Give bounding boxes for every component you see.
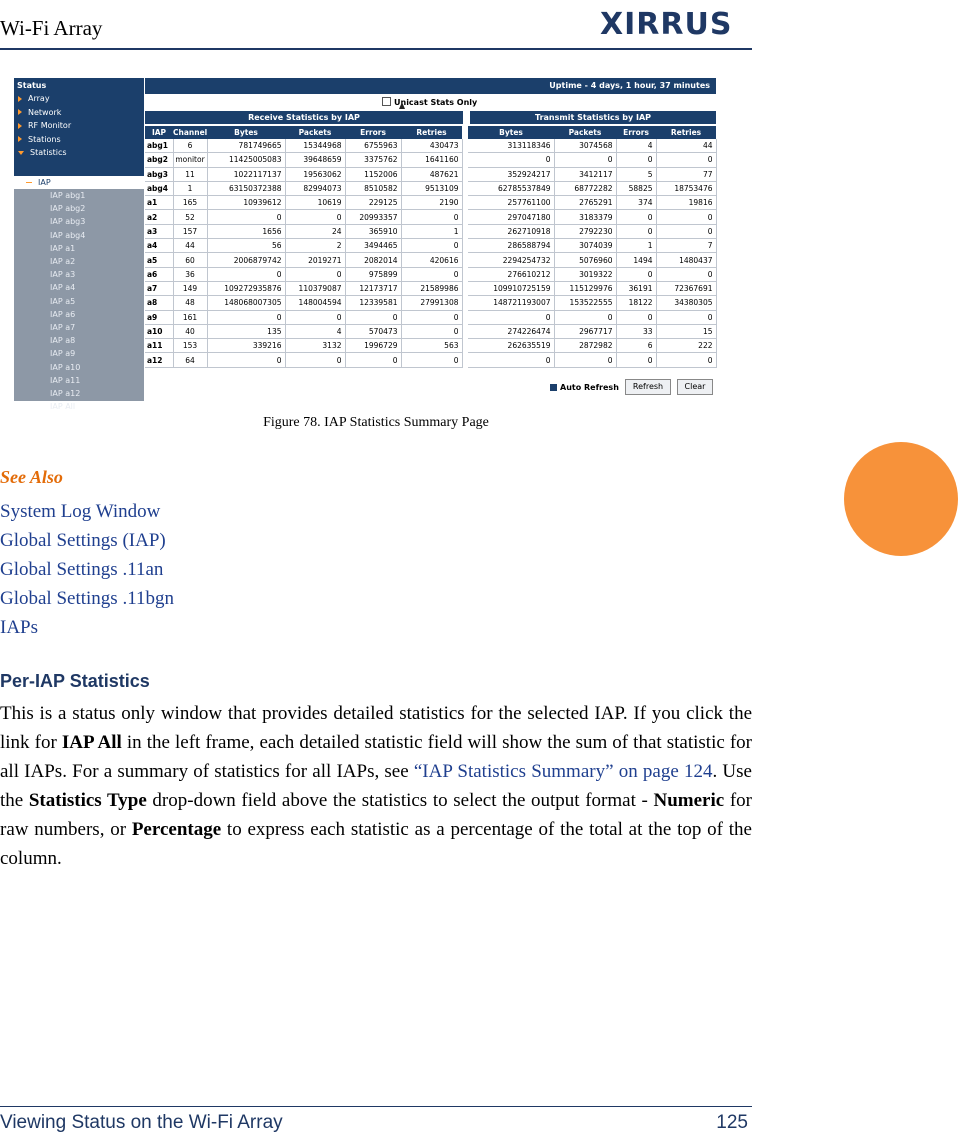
table-cell: 487621	[401, 167, 462, 181]
table-cell: 21589986	[401, 281, 462, 295]
see-also-link[interactable]: Global Settings (IAP)	[0, 530, 166, 551]
iap-link-cell[interactable]: a10	[145, 324, 173, 338]
mouse-cursor-icon	[399, 102, 405, 109]
table-cell: 1494	[616, 253, 656, 267]
table-cell: 11425005083	[207, 153, 285, 167]
table-cell: 1	[173, 181, 207, 195]
checkbox-icon	[382, 97, 391, 106]
xirrus-logo	[598, 4, 748, 40]
table-cell: 0	[468, 310, 554, 324]
nav-item-array[interactable]: Array	[14, 94, 50, 107]
table-row	[145, 339, 716, 353]
nav-sub-item[interactable]: IAP abg1	[50, 191, 86, 200]
auto-refresh-checkbox[interactable]: Auto Refresh	[550, 383, 619, 392]
footer-section-title: Viewing Status on the Wi-Fi Array	[0, 1112, 283, 1133]
table-cell: 365910	[345, 224, 401, 238]
transmit-stats-header: Transmit Statistics by IAP	[470, 111, 716, 124]
table-cell: 27991308	[401, 296, 462, 310]
table-cell: 0	[656, 224, 716, 238]
table-cell: 1996729	[345, 339, 401, 353]
table-row	[145, 153, 716, 167]
table-cell: 135	[207, 324, 285, 338]
table-cell: 44	[656, 139, 716, 153]
table-cell: 0	[554, 153, 616, 167]
table-cell: 274226474	[468, 324, 554, 338]
table-cell: 0	[207, 210, 285, 224]
iap-statistics-screenshot	[14, 78, 716, 412]
table-cell: 0	[656, 310, 716, 324]
table-cell: 313118346	[468, 139, 554, 153]
iap-link-cell[interactable]: a11	[145, 339, 173, 353]
table-cell: 0	[616, 310, 656, 324]
running-header-title: Wi-Fi Array	[0, 16, 103, 40]
table-cell: 52	[173, 210, 207, 224]
nav-sub-item[interactable]: IAP a8	[50, 336, 76, 346]
nav-sub-item[interactable]: IAP a4	[50, 283, 76, 293]
table-cell: 148004594	[285, 296, 345, 310]
table-row	[145, 224, 716, 238]
table-cell: 3494465	[345, 239, 401, 253]
table-cell: 781749665	[207, 139, 285, 153]
nav-sub-item[interactable]: IAP abg2	[50, 204, 86, 214]
table-cell: 2019271	[285, 253, 345, 267]
column-header: Channel	[173, 128, 208, 137]
table-cell: 48	[173, 296, 207, 310]
nav-sub-item[interactable]: IAP a5	[50, 296, 76, 306]
header-rule	[0, 48, 752, 50]
table-cell: 0	[285, 267, 345, 281]
table-cell: 2	[285, 239, 345, 253]
table-cell: 60	[173, 253, 207, 267]
nav-sub-item[interactable]: IAP a11	[50, 375, 81, 385]
table-cell: 34380305	[656, 296, 716, 310]
iap-link-cell[interactable]: a6	[145, 267, 173, 281]
table-row	[145, 310, 716, 324]
column-header: Packets	[554, 126, 616, 139]
column-header: Bytes	[207, 126, 285, 139]
clear-button[interactable]: Clear	[677, 379, 713, 395]
table-cell: 161	[173, 310, 207, 324]
table-cell: 12173717	[345, 281, 401, 295]
screenshot-footer	[145, 375, 716, 401]
table-cell: 1152006	[345, 167, 401, 181]
table-cell: 3412117	[554, 167, 616, 181]
see-also-heading: See Also	[0, 467, 63, 487]
table-cell: 0	[656, 210, 716, 224]
table-cell: 19816	[656, 196, 716, 210]
table-cell: 10619	[285, 196, 345, 210]
table-cell: 149	[173, 281, 207, 295]
nav-status-heading: Status	[17, 81, 47, 90]
table-cell: 56	[207, 239, 285, 253]
table-cell: 2294254732	[468, 253, 554, 267]
nav-sub-item[interactable]: IAP a9	[50, 349, 76, 359]
nav-sub-item[interactable]: IAP a1	[50, 243, 76, 253]
refresh-button[interactable]: Refresh	[625, 379, 671, 395]
table-cell: 3132	[285, 339, 345, 353]
table-cell: 1656	[207, 224, 285, 238]
see-also-link[interactable]: System Log Window	[0, 501, 161, 522]
table-cell: 64	[173, 353, 207, 367]
table-cell: 276610212	[468, 267, 554, 281]
table-cell: 72367691	[656, 281, 716, 295]
see-also-link[interactable]: Global Settings .11an	[0, 559, 164, 580]
iap-link-cell[interactable]: a8	[145, 296, 173, 310]
table-cell: 6	[173, 139, 207, 153]
nav-item-iap-selected[interactable]: IAP	[14, 176, 144, 189]
table-cell: 10939612	[207, 196, 285, 210]
table-cell: 229125	[345, 196, 401, 210]
table-cell: 0	[401, 239, 462, 253]
see-also-links	[0, 497, 174, 642]
unicast-stats-checkbox[interactable]: Unicast Stats Only	[382, 97, 477, 107]
table-cell: 0	[554, 353, 616, 367]
triangle-icon	[18, 109, 22, 115]
section-heading: Per-IAP Statistics	[0, 671, 150, 691]
table-cell: 62785537849	[468, 181, 554, 195]
table-cell: 257761100	[468, 196, 554, 210]
table-cell: 5	[616, 167, 656, 181]
table-cell: 0	[401, 310, 462, 324]
table-cell: 2190	[401, 196, 462, 210]
table-row	[145, 281, 716, 295]
column-header: Retries	[656, 126, 716, 139]
iap-link-cell[interactable]: abg3	[145, 167, 173, 181]
table-cell: 570473	[345, 324, 401, 338]
table-cell: 11	[173, 167, 207, 181]
table-cell: 15	[656, 324, 716, 338]
table-cell: 18753476	[656, 181, 716, 195]
table-row	[145, 181, 716, 195]
nav-sub-item[interactable]: IAP abg3	[50, 217, 86, 227]
iap-link-cell[interactable]: a9	[145, 310, 173, 324]
table-cell: 1641160	[401, 153, 462, 167]
table-row	[145, 196, 716, 210]
table-cell: 5076960	[554, 253, 616, 267]
table-cell: 297047180	[468, 210, 554, 224]
nav-sub-item[interactable]: IAP a12	[50, 389, 81, 398]
table-cell: 9513109	[401, 181, 462, 195]
see-also-link[interactable]: IAPs	[0, 617, 39, 638]
table-cell: 0	[468, 153, 554, 167]
table-row	[145, 353, 716, 367]
iap-link-cell[interactable]: a3	[145, 224, 173, 238]
table-row	[145, 324, 716, 338]
iap-stats-table	[145, 126, 717, 368]
table-cell: 0	[401, 210, 462, 224]
triangle-icon	[18, 96, 22, 102]
table-cell: 374	[616, 196, 656, 210]
body-paragraph: This is a status only window that provides detailed statistics for the selected IAP. If you click the link for IAP All in the left frame, each detailed statistic field will show the sum of that statistic for all IAPs. For a summary of statistics for all IAPs, see “IAP Statistics Summary” on page 124. Use the Statistics Type drop-down field above the statistics to select the output format - Numeric for raw numbers, or Percentage to express each statistic as a percentage of the total at the top of the column.	[0, 703, 753, 869]
iap-link-cell[interactable]: a1	[145, 196, 173, 210]
table-cell: 4	[285, 324, 345, 338]
table-cell: 15344968	[285, 139, 345, 153]
table-cell: 2792230	[554, 224, 616, 238]
table-cell: 2967717	[554, 324, 616, 338]
nav-sub-item[interactable]: IAP All	[50, 402, 76, 412]
table-cell: 3074568	[554, 139, 616, 153]
table-cell: 0	[616, 153, 656, 167]
table-cell: 82994073	[285, 181, 345, 195]
nav-sub-item[interactable]: IAP a10	[50, 362, 81, 372]
table-cell: 58825	[616, 181, 656, 195]
table-cell: monitor	[173, 153, 207, 167]
see-also-link[interactable]: Global Settings .11bgn	[0, 588, 174, 609]
column-header: Errors	[345, 126, 401, 139]
page-number: 125	[716, 1112, 748, 1133]
table-cell: 153	[173, 339, 207, 353]
table-cell: 77	[656, 167, 716, 181]
column-header: Retries	[401, 126, 462, 139]
nav-sub-item[interactable]: IAP a3	[50, 270, 76, 280]
table-cell: 0	[616, 224, 656, 238]
table-cell: 40	[173, 324, 207, 338]
iap-stats-summary-link[interactable]: “IAP Statistics Summary” on page 124	[413, 761, 713, 782]
table-cell: 563	[401, 339, 462, 353]
iap-link-cell[interactable]: abg2	[145, 153, 173, 167]
table-cell: 19563062	[285, 167, 345, 181]
table-cell: 109272935876	[207, 281, 285, 295]
table-cell: 0	[656, 267, 716, 281]
table-row	[145, 210, 716, 224]
table-cell: 0	[285, 310, 345, 324]
table-cell: 975899	[345, 267, 401, 281]
table-cell: 0	[207, 267, 285, 281]
table-cell: 7	[656, 239, 716, 253]
table-cell: 12339581	[345, 296, 401, 310]
iap-link-cell[interactable]: a2	[145, 210, 173, 224]
table-cell: 165	[173, 196, 207, 210]
table-cell: 0	[345, 353, 401, 367]
table-cell: 3019322	[554, 267, 616, 281]
status-nav-frame	[14, 78, 144, 412]
triangle-icon	[18, 123, 22, 129]
table-row	[145, 267, 716, 281]
table-cell: 0	[401, 324, 462, 338]
table-row	[145, 239, 716, 253]
table-cell: 1	[401, 224, 462, 238]
table-cell: 352924217	[468, 167, 554, 181]
table-row	[145, 167, 716, 181]
nav-item-statistics[interactable]: Statistics	[14, 148, 67, 161]
table-cell: 0	[616, 267, 656, 281]
table-cell: 36	[173, 267, 207, 281]
table-cell: 339216	[207, 339, 285, 353]
column-header: Errors	[616, 126, 656, 139]
iap-link-cell[interactable]: a5	[145, 253, 173, 267]
table-cell: 4	[616, 139, 656, 153]
nav-sub-item[interactable]: IAP a2	[50, 257, 76, 266]
table-cell: 1022117137	[207, 167, 285, 181]
table-cell: 2006879742	[207, 253, 285, 267]
iap-link-cell[interactable]: a4	[145, 239, 173, 253]
table-cell: 109910725159	[468, 281, 554, 295]
table-cell: 33	[616, 324, 656, 338]
table-cell: 262710918	[468, 224, 554, 238]
table-cell: 68772282	[554, 181, 616, 195]
table-cell: 3375762	[345, 153, 401, 167]
receive-stats-header: Receive Statistics by IAP	[145, 111, 463, 124]
nav-sub-item[interactable]: IAP a6	[50, 309, 76, 319]
iap-link-cell[interactable]: abg1	[145, 139, 173, 153]
table-cell: 0	[285, 210, 345, 224]
table-row	[145, 253, 716, 267]
table-cell: 222	[656, 339, 716, 353]
table-row	[145, 296, 716, 310]
table-cell: 420616	[401, 253, 462, 267]
nav-item-network[interactable]: Network	[14, 108, 61, 121]
table-cell: 110379087	[285, 281, 345, 295]
table-cell: 0	[656, 353, 716, 367]
table-cell: 18122	[616, 296, 656, 310]
iap-link-cell[interactable]: a7	[145, 281, 173, 295]
table-row	[145, 139, 716, 153]
iap-link-cell[interactable]: abg4	[145, 181, 173, 195]
nav-item-stations[interactable]: Stations	[14, 135, 61, 148]
chapter-tab-marker	[844, 442, 958, 556]
table-cell: 0	[616, 210, 656, 224]
table-cell: 0	[345, 310, 401, 324]
table-cell: 63150372388	[207, 181, 285, 195]
table-cell: 0	[554, 310, 616, 324]
figure-caption: Figure 78. IAP Statistics Summary Page	[263, 415, 489, 430]
table-cell: 8510582	[345, 181, 401, 195]
table-cell: 0	[207, 353, 285, 367]
table-cell: 44	[173, 239, 207, 253]
table-cell: 148068007305	[207, 296, 285, 310]
column-header: IAP	[145, 126, 173, 139]
logo-text: XIRRUS	[600, 7, 733, 42]
table-cell: 2872982	[554, 339, 616, 353]
table-cell: 0	[616, 353, 656, 367]
nav-sub-item[interactable]: IAP a7	[50, 323, 76, 332]
triangle-icon	[18, 136, 22, 142]
table-cell: 430473	[401, 139, 462, 153]
table-cell: 262635519	[468, 339, 554, 353]
table-cell: 0	[207, 310, 285, 324]
table-cell: 24	[285, 224, 345, 238]
column-header: Packets	[285, 126, 345, 139]
table-cell: 6755963	[345, 139, 401, 153]
table-cell: 0	[401, 267, 462, 281]
table-cell: 2082014	[345, 253, 401, 267]
table-cell: 3074039	[554, 239, 616, 253]
nav-item-rf-monitor[interactable]: RF Monitor	[14, 121, 71, 134]
table-cell: 1	[616, 239, 656, 253]
table-cell: 36191	[616, 281, 656, 295]
uptime-bar: Uptime - 4 days, 1 hour, 37 minutes	[145, 78, 716, 94]
triangle-icon	[18, 151, 24, 155]
table-cell: 157	[173, 224, 207, 238]
table-cell: 115129976	[554, 281, 616, 295]
table-cell: 0	[656, 153, 716, 167]
table-cell: 0	[285, 353, 345, 367]
table-cell: 286588794	[468, 239, 554, 253]
checkbox-icon	[550, 384, 557, 391]
table-cell: 20993357	[345, 210, 401, 224]
iap-link-cell[interactable]: a12	[145, 353, 173, 367]
footer-rule	[0, 1106, 752, 1107]
table-cell: 6	[616, 339, 656, 353]
table-cell: 2765291	[554, 196, 616, 210]
table-cell: 0	[401, 353, 462, 367]
table-cell: 3183379	[554, 210, 616, 224]
table-cell: 153522555	[554, 296, 616, 310]
column-header: Bytes	[468, 126, 554, 139]
table-cell: 148721193007	[468, 296, 554, 310]
table-cell: 39648659	[285, 153, 345, 167]
nav-sub-item[interactable]: IAP abg4	[50, 230, 86, 240]
table-cell: 0	[468, 353, 554, 367]
table-cell: 1480437	[656, 253, 716, 267]
